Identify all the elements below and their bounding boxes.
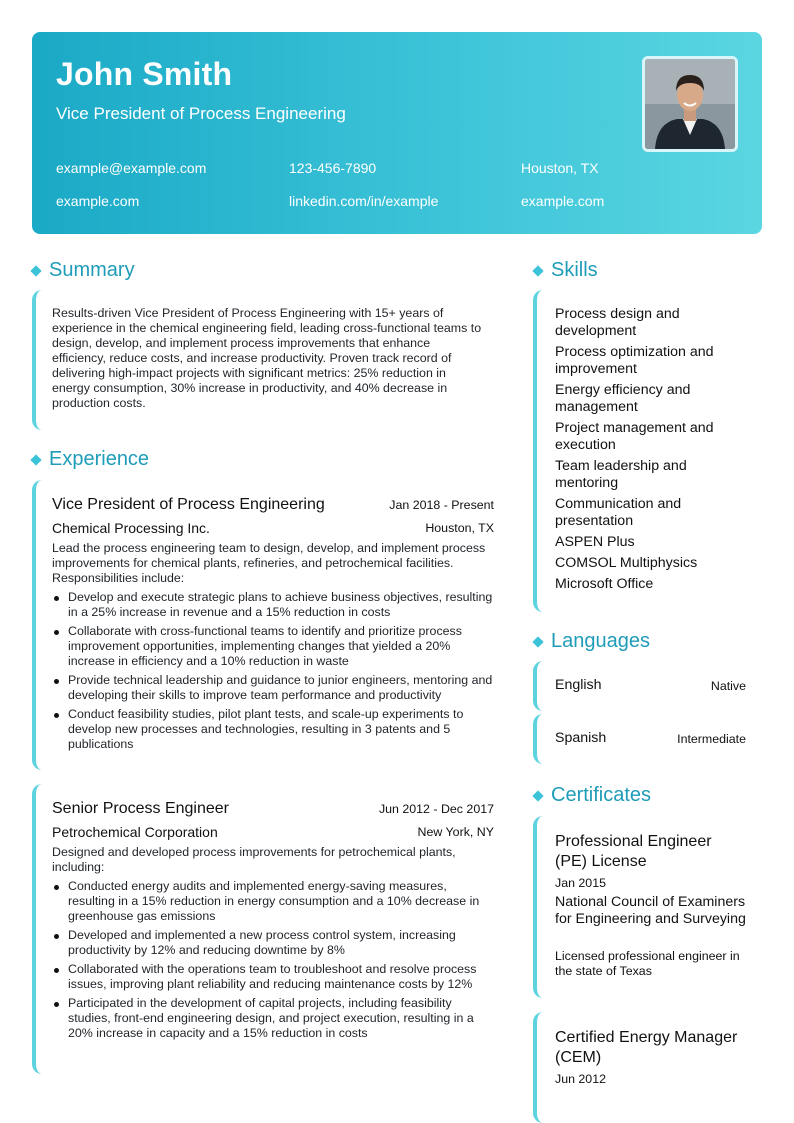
job-bullet: Participated in the development of capital projects, including feasibility studies, front-end engineering design, and project execution, resulting in a 20% increase in capacity and a 15% reduction in costs: [52, 996, 496, 1041]
diamond-bullet-icon: [532, 636, 543, 647]
job-location: New York, NY: [417, 825, 494, 839]
language-name: English: [555, 677, 602, 693]
contact-linkedin[interactable]: linkedin.com/in/example: [289, 193, 439, 209]
diamond-bullet-icon: [532, 265, 543, 276]
diamond-bullet-icon: [30, 454, 41, 465]
bullet-dot-icon: [54, 1002, 59, 1007]
certificate-issuer: National Council of Examiners for Engineering and Surveying: [555, 894, 746, 927]
job-company: Petrochemical Corporation: [52, 824, 218, 840]
contact-phone[interactable]: 123-456-7890: [289, 160, 377, 176]
contact-location: Houston, TX: [521, 160, 599, 176]
job-description: Designed and developed process improvements for petrochemical plants, including:: [52, 845, 456, 874]
job-title: Senior Process Engineer: [52, 800, 229, 817]
certificates-heading: Certificates: [532, 784, 651, 807]
certificate-date: Jan 2015: [555, 876, 606, 890]
certificate-description: Licensed professional engineer in the state of Texas: [555, 949, 740, 978]
bullet-dot-icon: [54, 934, 59, 939]
person-portrait-icon: [645, 59, 735, 149]
profile-photo: [642, 56, 738, 152]
skill-item: ASPEN Plus: [555, 534, 635, 550]
job-bullet: Develop and execute strategic plans to achieve business objectives, resulting in a 25% increase in revenue and a 15% reduction in costs: [52, 590, 496, 620]
job-location: Houston, TX: [425, 521, 494, 535]
skills-heading: Skills: [532, 259, 598, 282]
skill-item: COMSOL Multiphysics: [555, 555, 698, 571]
job-bullet: Conduct feasibility studies, pilot plant tests, and scale-up experiments to develop new processes and technologies, resulting in 3 patents and 5 publications: [52, 707, 496, 752]
experience-heading: Experience: [30, 448, 149, 471]
skill-item: Process optimization and improvement: [555, 344, 714, 377]
resume-header: [32, 32, 762, 234]
language-name: Spanish: [555, 730, 607, 746]
certificate-date: Jun 2012: [555, 1072, 606, 1086]
contact-email[interactable]: example@example.com: [56, 160, 207, 176]
skill-item: Process design and development: [555, 306, 680, 339]
skill-item: Energy efficiency and management: [555, 382, 691, 415]
languages-heading: Languages: [532, 630, 650, 653]
skill-item: Communication and presentation: [555, 496, 682, 529]
bullet-dot-icon: [54, 885, 59, 890]
job-bullets: [52, 879, 496, 1045]
language-item: [533, 661, 746, 711]
language-level: Native: [710, 679, 746, 693]
language-level: Intermediate: [677, 732, 746, 746]
candidate-title: Vice President of Process Engineering: [56, 104, 346, 123]
summary-heading: Summary: [30, 259, 135, 282]
skill-item: Microsoft Office: [555, 576, 654, 592]
candidate-name: John Smith: [56, 56, 233, 92]
diamond-bullet-icon: [532, 790, 543, 801]
experience-item: [32, 784, 494, 1074]
bullet-dot-icon: [54, 713, 59, 718]
diamond-bullet-icon: [30, 265, 41, 276]
summary-text: Results-driven Vice President of Process Engineering with 15+ years of experience in the chemical engineering field, leading cross-functional teams to design, develop, and implement process improvements that enhance efficiency, reduce costs, and increase productivity. Proven track record of delivering high-impact projects with significant metrics: 25% reduction in energy consumption, 30% increase in productivity, and 40% decrease in production costs.: [52, 306, 482, 410]
bullet-dot-icon: [54, 679, 59, 684]
job-bullet: Collaborated with the operations team to troubleshoot and resolve process issues, improving plant reliability and reducing maintenance costs by 12%: [52, 962, 496, 992]
bullet-dot-icon: [54, 968, 59, 973]
job-dates: Jan 2018 - Present: [389, 498, 494, 512]
experience-item: [32, 480, 494, 770]
bullet-dot-icon: [54, 630, 59, 635]
job-bullet: Collaborate with cross-functional teams to identify and prioritize process improvement opportunities, implementing changes that yielded a 20% increase in efficiency and a 10% reduction in waste: [52, 624, 496, 669]
job-bullet: Developed and implemented a new process control system, increasing productivity by 12% and reducing downtime by 8%: [52, 928, 496, 958]
job-title: Vice President of Process Engineering: [52, 496, 325, 513]
language-item: [533, 714, 746, 764]
certificate-item: [533, 1012, 748, 1123]
certificate-name: Professional Engineer (PE) License: [555, 833, 712, 870]
job-bullets: [52, 590, 496, 756]
skill-item: Project management and execution: [555, 420, 714, 453]
certificate-name: Certified Energy Manager (CEM): [555, 1029, 738, 1066]
skills-card: [533, 290, 748, 612]
summary-card: [32, 290, 512, 430]
job-bullet: Provide technical leadership and guidance to junior engineers, mentoring and developing their skills to improve team performance and productivity: [52, 673, 496, 703]
skill-item: Team leadership and mentoring: [555, 458, 687, 491]
job-description: Lead the process engineering team to design, develop, and implement process improvements for chemical plants, refineries, and petrochemical facilities. Responsibilities include:: [52, 541, 486, 585]
job-bullet: Conducted energy audits and implemented energy-saving measures, resulting in a 15% reduction in energy consumption and a 10% decrease in greenhouse gas emissions: [52, 879, 496, 924]
contact-website[interactable]: example.com: [56, 193, 140, 209]
certificate-item: [533, 816, 748, 998]
contact-website-secondary[interactable]: example.com: [521, 193, 605, 209]
bullet-dot-icon: [54, 596, 59, 601]
job-company: Chemical Processing Inc.: [52, 520, 210, 536]
job-dates: Jun 2012 - Dec 2017: [378, 802, 494, 816]
